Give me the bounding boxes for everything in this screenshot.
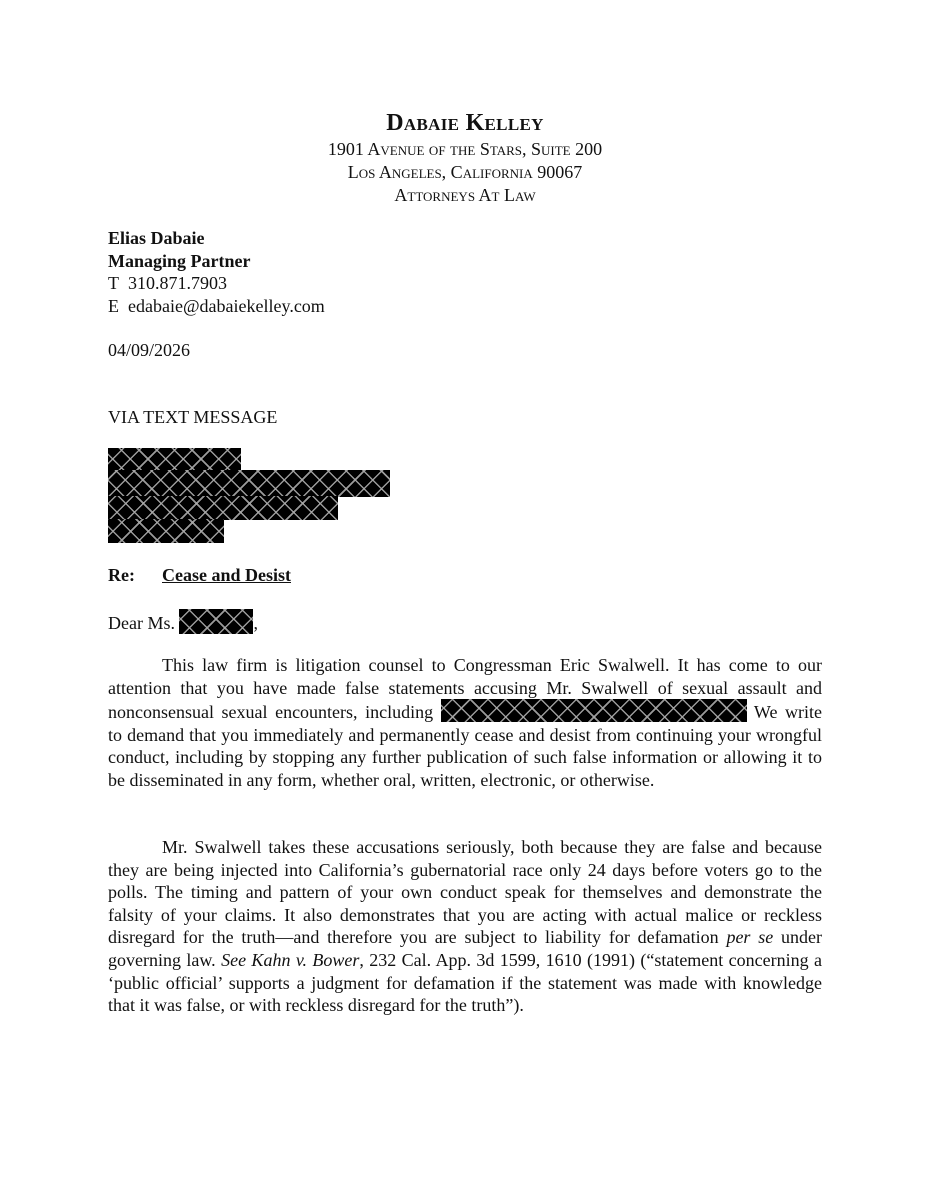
paragraph-1-part1: This law firm is litigation counsel to Congressman Eric Swalwell. It has come to our attention that you have made false statements accusing Mr. Swalwell of sexual assault and nonconsensual sexual encounters, including [108,655,822,723]
paragraph-2 [108,836,822,1017]
salutation-suffix: , [253,613,258,633]
subject-label: Re: [108,565,135,585]
email-label: E [108,295,119,316]
redaction-block [108,496,338,520]
subject-line [108,564,291,586]
salutation [108,609,258,634]
recipient-name-redaction [179,609,253,634]
sender-title: Managing Partner [108,250,251,271]
salutation-prefix: Dear Ms. [108,613,175,633]
phone-label: T [108,273,119,293]
firm-name: Dabaie Kelley [386,110,544,136]
firm-address-line1: 1901 Avenue of the Stars, Suite 200 [327,139,603,159]
sender-name: Elias Dabaie [108,228,205,248]
paragraph-2-part3: , 232 Cal. App. 3d 1599, 1610 (1991) (“statement concerning a ‘public official’ supports a judgment for defamation if the statement was made with knowledge that it was false, or with reckless disregard for the truth”). [108,949,823,1016]
paragraph-2-part1: Mr. Swalwell takes these accusations seriously, both because they are false and because they are being injected into California’s gubernatorial race only 24 days before voters go to the polls. The timing and pattern of your own conduct speak for themselves and demonstrate the falsity of your claims. It also demonstrates that you are acting with actual malice or reckless disregard for the truth—and therefore you are subject to liability for defamation [108,837,822,948]
redaction-block [108,519,224,543]
paragraph-2-part2: under governing law. [108,927,823,970]
paragraph-1 [108,654,822,792]
redaction-block [108,470,390,497]
paragraph-1-part2: We write to demand that you immediately and permanently cease and desist from continuing your wrongful conduct, including by stopping any further publication of such false information or allowing it to be disseminated in any form, whether oral, written, electronic, or otherwise. [108,702,822,790]
case-citation: See Kahn v. Bower [221,949,360,970]
sender-email-row [108,295,325,318]
redaction-block [108,448,241,471]
per-se-term: per se [726,927,774,948]
sender-phone: 310.871.7903 [128,273,227,293]
sender-phone-row [108,272,325,295]
sender-email: edabaie@dabaiekelley.com [128,295,325,316]
subject-text: Cease and Desist [162,565,291,585]
firm-address-line2: Los Angeles, California 90067 [347,162,583,182]
sender-block [108,227,325,317]
delivery-method: VIA TEXT MESSAGE [108,407,278,427]
letterhead [0,108,930,207]
letter-date: 04/09/2026 [108,340,191,360]
statement-redaction [441,699,747,722]
firm-tagline: Attorneys At Law [394,185,536,205]
